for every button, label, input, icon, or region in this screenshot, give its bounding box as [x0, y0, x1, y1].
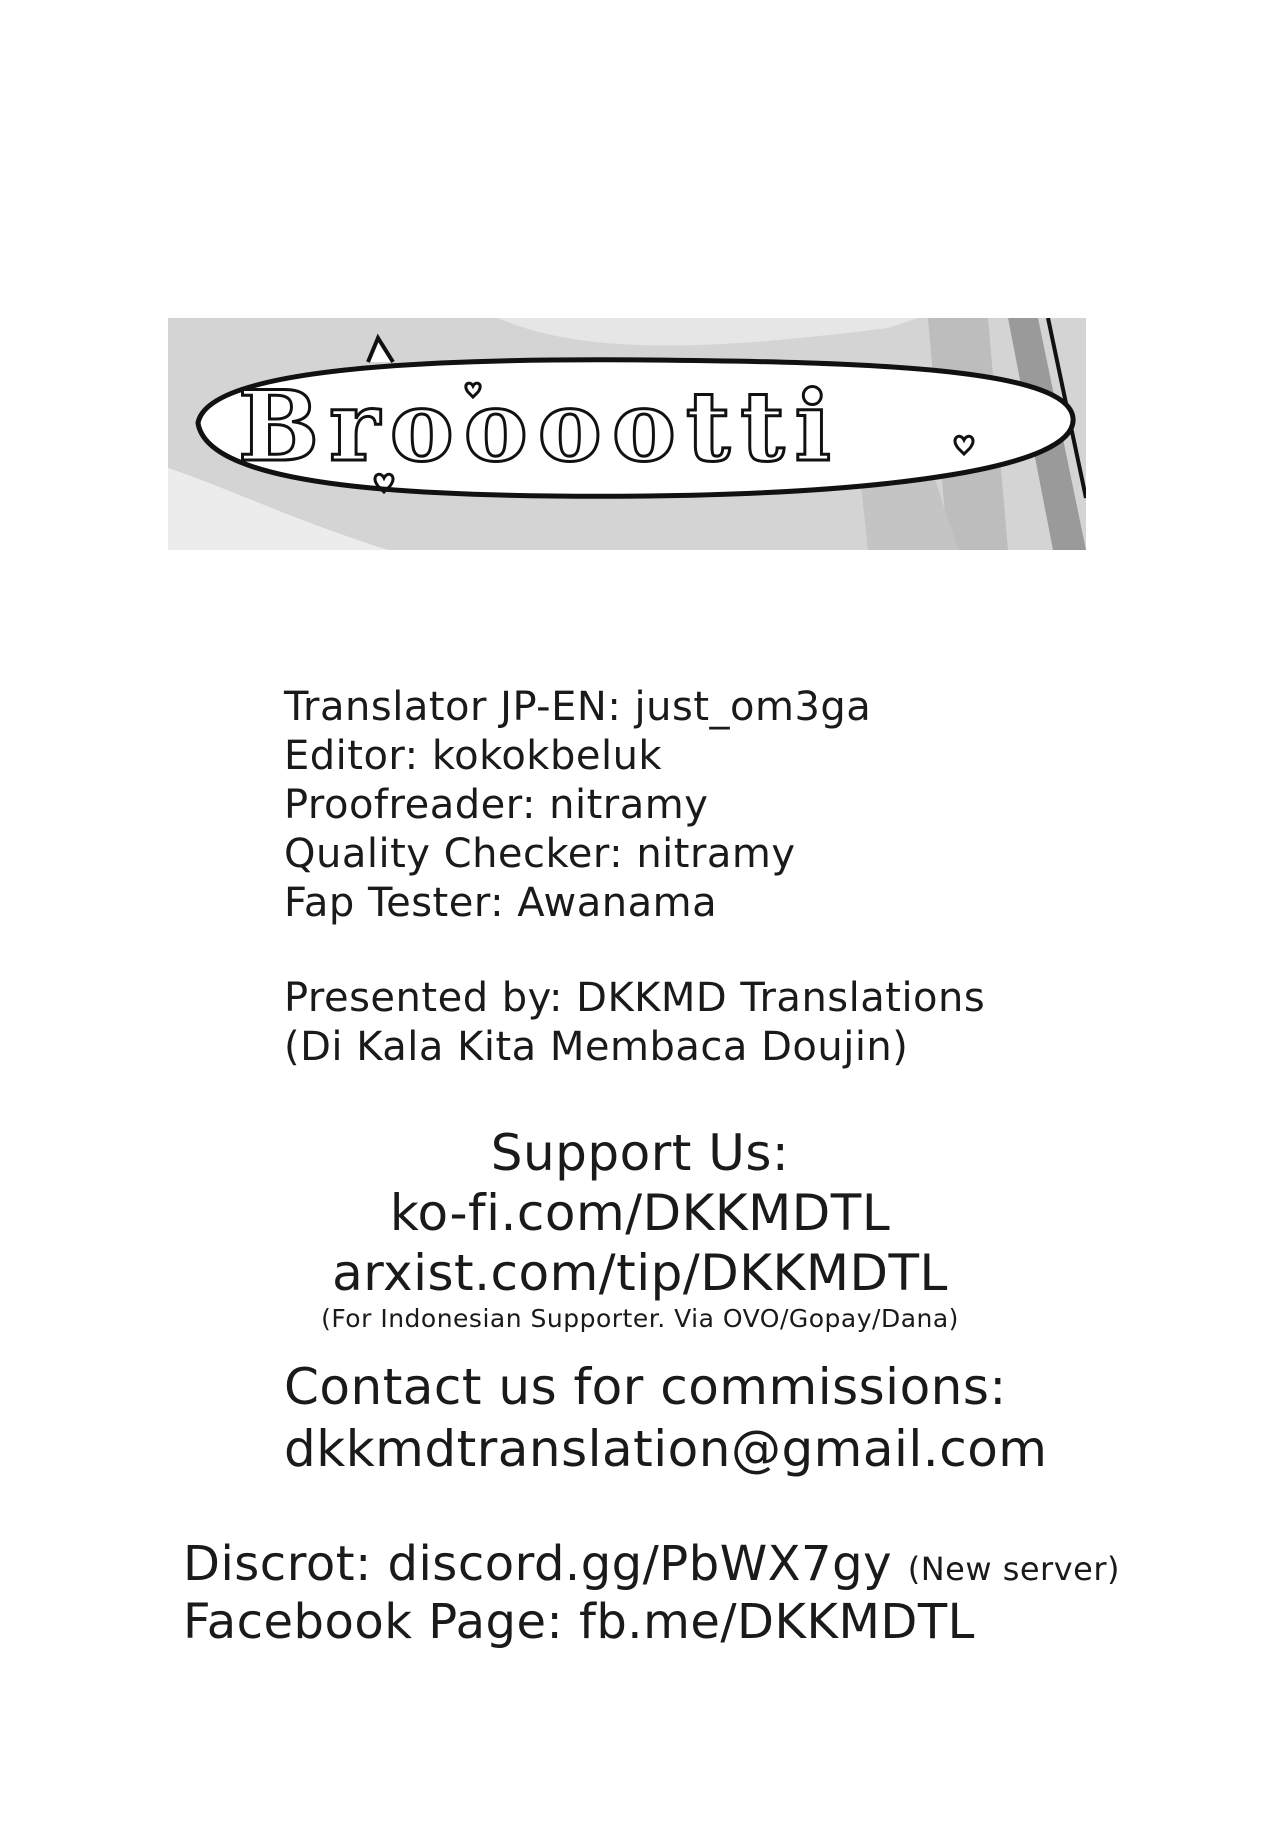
credit-quality-checker: [284, 831, 796, 877]
credit-name: nitramy: [636, 831, 796, 877]
credit-fap-tester: [284, 880, 717, 926]
credit-role: Proofreader:: [284, 782, 536, 828]
support-note: (For Indonesian Supporter. Via OVO/Gopay/Dana): [321, 1304, 959, 1333]
facebook-line: [183, 1594, 975, 1650]
credit-role: Translator JP-EN:: [284, 684, 622, 730]
discord-label: Discrot:: [183, 1536, 372, 1592]
manga-panel: [168, 318, 1086, 550]
credit-name: Awanama: [517, 880, 718, 926]
credit-role: Editor:: [284, 733, 419, 779]
credit-proofreader: [284, 782, 708, 828]
credit-role: Fap Tester:: [284, 880, 505, 926]
facebook-link[interactable]: fb.me/DKKMDTL: [578, 1594, 975, 1650]
sfx-text: Brooootti: [238, 370, 841, 483]
kofi-link[interactable]: ko-fi.com/DKKMDTL: [389, 1184, 891, 1242]
presented-by: [284, 975, 985, 1021]
credit-role: Quality Checker:: [284, 831, 624, 877]
credit-translator: [284, 684, 871, 730]
facebook-label: Facebook Page:: [183, 1594, 564, 1650]
discord-line: [183, 1536, 1120, 1592]
contact-email[interactable]: dkkmdtranslation@gmail.com: [284, 1420, 1048, 1478]
credit-name: kokokbeluk: [431, 733, 663, 779]
credit-name: nitramy: [549, 782, 709, 828]
discord-note: (New server): [907, 1550, 1120, 1588]
support-heading: Support Us:: [490, 1124, 790, 1182]
group-subtitle: (Di Kala Kita Membaca Doujin): [284, 1024, 909, 1070]
discord-link[interactable]: discord.gg/PbWX7gy: [387, 1536, 892, 1592]
group-name: DKKMD Translations: [576, 975, 986, 1021]
credit-editor: [284, 733, 662, 779]
credit-name: just_om3ga: [634, 684, 872, 730]
arxist-link[interactable]: arxist.com/tip/DKKMDTL: [332, 1244, 948, 1302]
presented-label: Presented by:: [284, 975, 563, 1021]
contact-heading: Contact us for commissions:: [284, 1358, 1007, 1416]
